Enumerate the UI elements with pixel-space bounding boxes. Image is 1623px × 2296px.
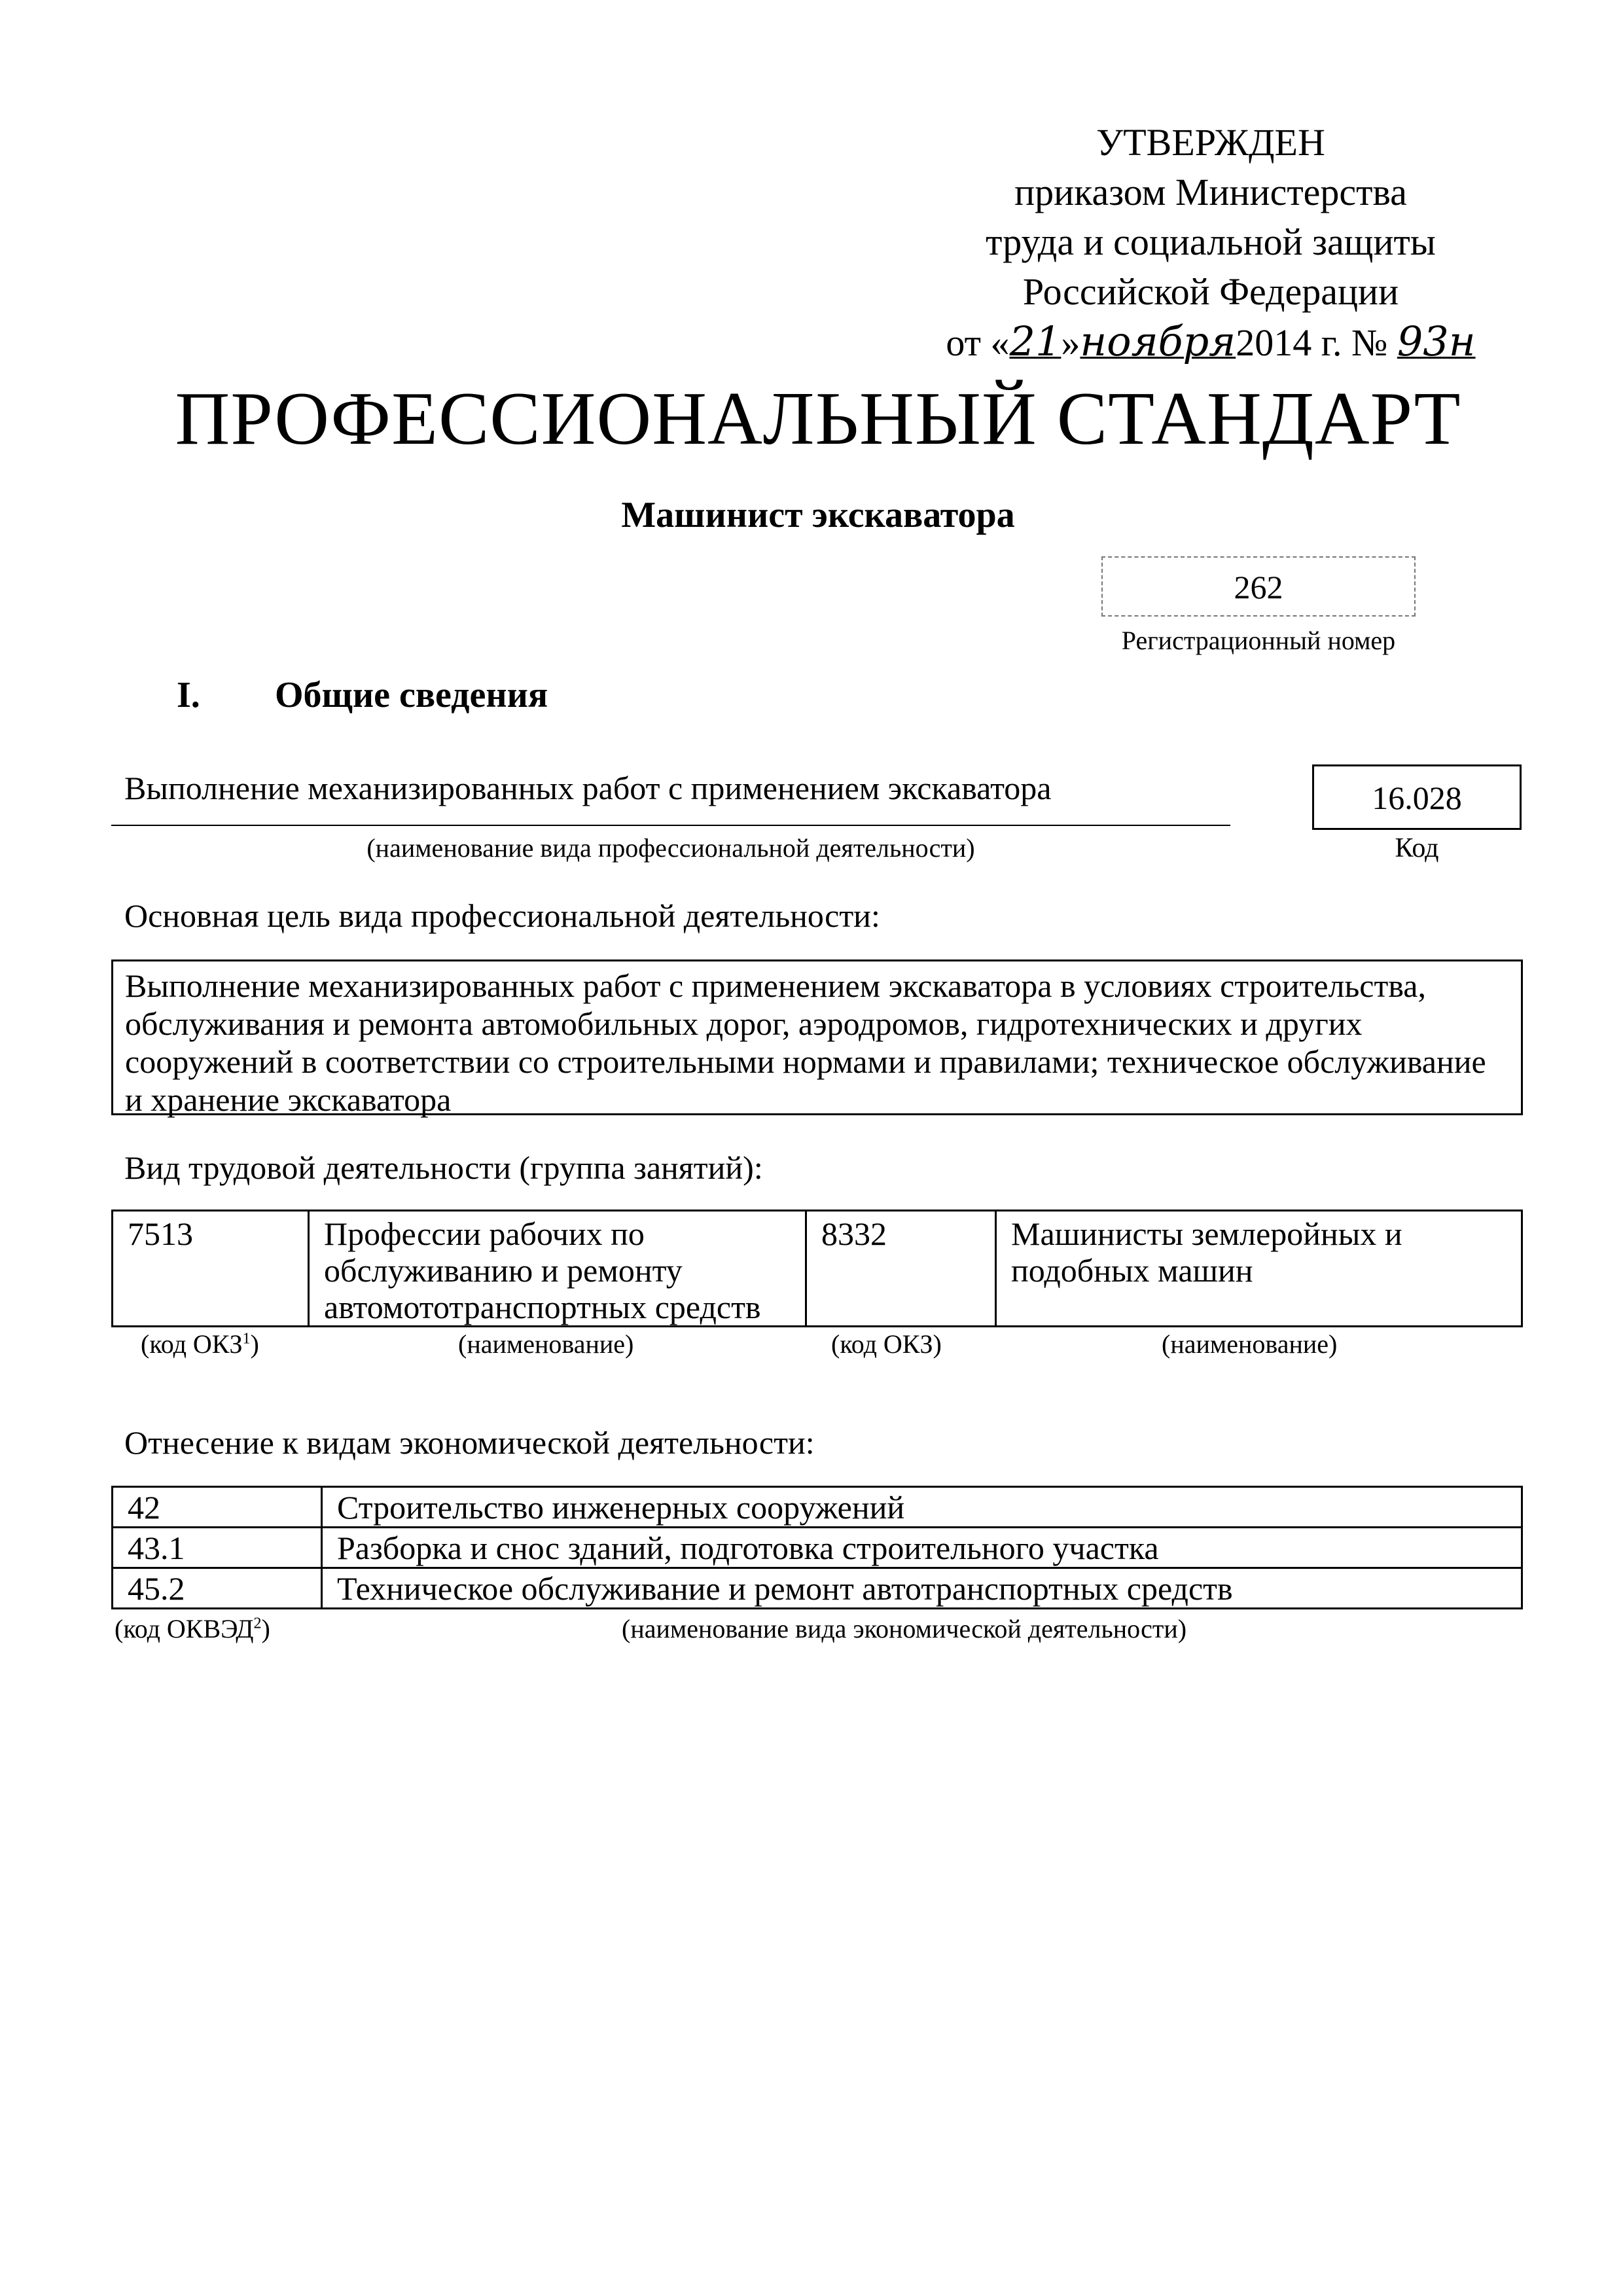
- goal-label: Основная цель вида профессиональной деятельности:: [124, 897, 880, 934]
- table-row: [113, 1211, 1522, 1327]
- okz-code-cell: 8332: [806, 1211, 996, 1327]
- okved-code-caption: (код ОКВЭД$^2$): [115, 1614, 270, 1643]
- economic-label: Отнесение к видам экономической деятельности:: [124, 1424, 815, 1461]
- date-month: ноября: [1080, 317, 1236, 365]
- date-mid: »: [1061, 321, 1080, 364]
- okz-name-cell: Профессии рабочих по обслуживанию и ремонту автомототранспортных средств: [309, 1211, 806, 1327]
- okz-name2-caption: (наименование): [1162, 1329, 1338, 1359]
- okz-name-cell: Машинисты землеройных и подобных машин: [996, 1211, 1522, 1327]
- okz-code-cell: 7513: [113, 1211, 309, 1327]
- approval-line-4: Российской Федерации: [1022, 270, 1399, 313]
- table-row: [113, 1528, 1522, 1568]
- okz-code-caption: (код ОКЗ$^1$): [141, 1329, 259, 1359]
- okz-code2-caption: (код ОКЗ): [831, 1329, 942, 1359]
- okved-name-caption: (наименование вида экономической деятельности): [622, 1614, 1187, 1643]
- okved-code-cell: 45.2: [113, 1568, 322, 1609]
- document-subtitle: Машинист экскаватора: [621, 495, 1015, 535]
- registration-number-box: 262: [1101, 556, 1416, 617]
- okved-code-cell: 43.1: [113, 1528, 322, 1568]
- order-number: 93н: [1397, 317, 1476, 365]
- table-row: [113, 1487, 1522, 1528]
- table-row: [113, 1568, 1522, 1609]
- approval-block: [903, 118, 1518, 368]
- registration-caption: Регистрационный номер: [1121, 626, 1396, 655]
- okved-name-cell: Строительство инженерных сооружений: [322, 1487, 1522, 1528]
- approval-date-line: [903, 317, 1518, 368]
- activity-code-box: 16.028: [1312, 764, 1522, 830]
- okz-table: [111, 1210, 1523, 1327]
- okved-name-cell: Разборка и снос зданий, подготовка строительного участка: [322, 1528, 1522, 1568]
- approval-line-1: УТВЕРЖДЕН: [1096, 121, 1325, 164]
- activity-code-caption: Код: [1395, 833, 1439, 863]
- okved-code-cell: 42: [113, 1487, 322, 1528]
- activity-name: Выполнение механизированных работ с применением экскаватора: [124, 770, 1052, 806]
- activity-underline: [111, 825, 1230, 826]
- date-day: 21: [1009, 317, 1061, 365]
- okved-name-cell: Техническое обслуживание и ремонт автотранспортных средств: [322, 1568, 1522, 1609]
- approval-line-2: приказом Министерства: [1014, 171, 1407, 213]
- section-title: Общие сведения: [275, 675, 548, 715]
- okz-name-caption: (наименование): [458, 1329, 634, 1359]
- approval-line-3: труда и социальной защиты: [986, 221, 1436, 263]
- activity-caption: (наименование вида профессиональной деятельности): [366, 833, 975, 863]
- date-prefix: от «: [946, 321, 1010, 364]
- section-number: I.: [177, 675, 200, 715]
- occupation-label: Вид трудовой деятельности (группа занятий):: [124, 1149, 763, 1186]
- document-title: ПРОФЕССИОНАЛЬНЫЙ СТАНДАРТ: [175, 377, 1461, 461]
- date-year: 2014 г. №: [1236, 321, 1388, 364]
- okved-table: [111, 1486, 1523, 1609]
- goal-text-box: Выполнение механизированных работ с применением экскаватора в условиях строительства, обслуживания и ремонта автомобильных дорог, аэродромов, гидротехнических и других сооружений в соответствии со строительными нормами и правилами; техническое обслуживание и хранение экскаватора: [111, 960, 1523, 1115]
